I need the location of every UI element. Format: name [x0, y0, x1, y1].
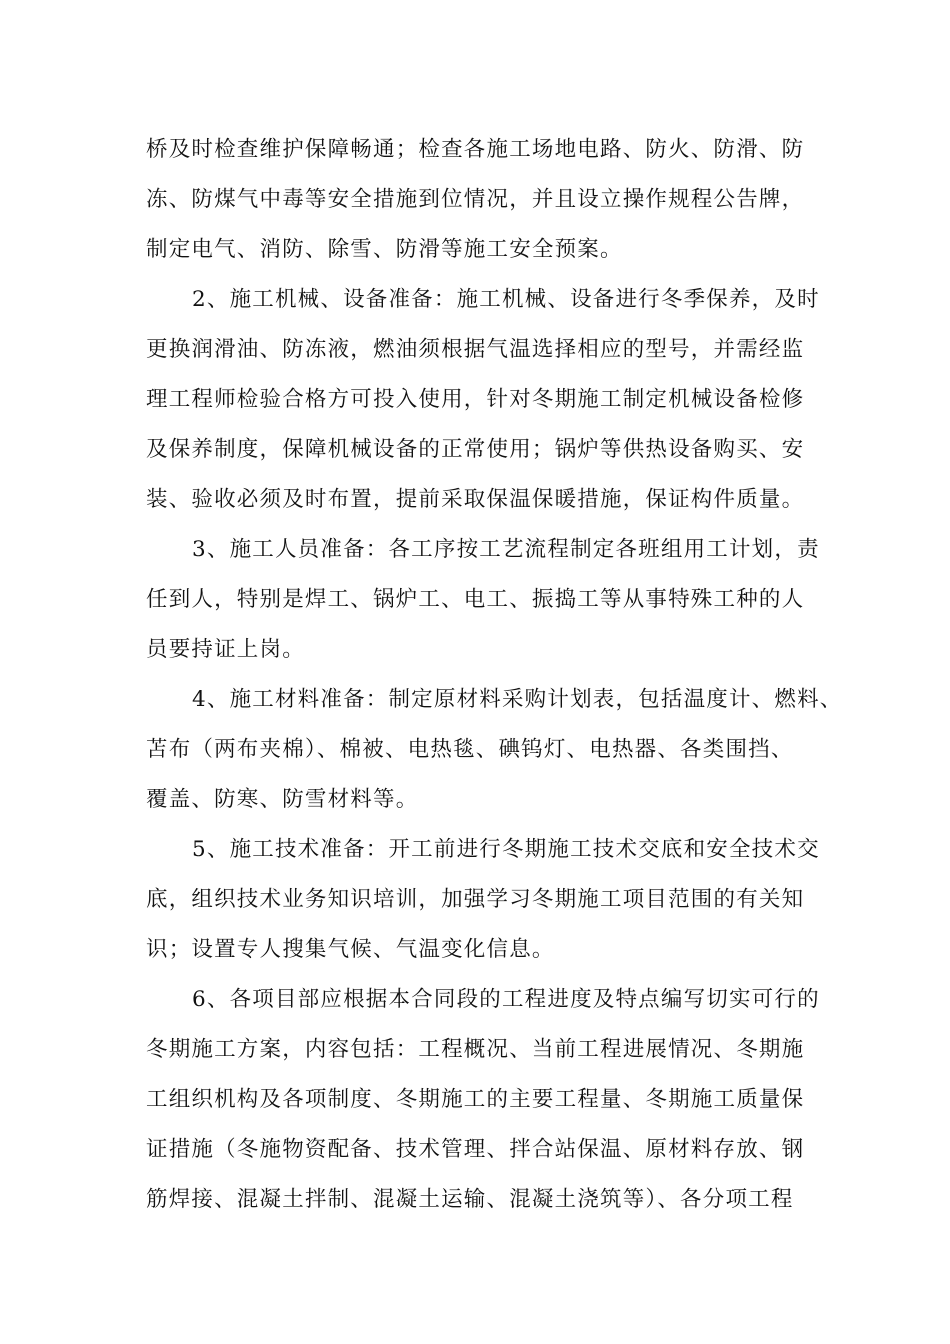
text-line: 桥及时检查维护保障畅通；检查各施工场地电路、防火、防滑、防 [146, 137, 805, 162]
text-line: 制定电气、消防、除雪、防滑等施工安全预案。 [146, 237, 623, 262]
text-line: 覆盖、防寒、防雪材料等。 [146, 787, 419, 812]
paragraph-personnel [146, 525, 820, 675]
text-line: 更换润滑油、防冻液，燃油须根据气温选择相应的型号，并需经监 [146, 337, 805, 362]
document-body [146, 125, 843, 1225]
text-line: 6、各项目部应根据本合同段的工程进度及特点编写切实可行的 [192, 987, 820, 1012]
text-line: 及保养制度，保障机械设备的正常使用；锅炉等供热设备购买、安 [146, 437, 805, 462]
paragraph-safety-continued [146, 125, 808, 275]
paragraph-construction-plan [146, 975, 820, 1225]
paragraph-machinery [146, 275, 820, 525]
paragraph-technical [146, 825, 820, 975]
text-line: 冻、防煤气中毒等安全措施到位情况，并且设立操作规程公告牌， [146, 187, 805, 212]
text-line: 2、施工机械、设备准备：施工机械、设备进行冬季保养，及时 [192, 287, 820, 312]
text-line: 冬期施工方案，内容包括：工程概况、当前工程进展情况、冬期施 [146, 1037, 805, 1062]
text-line: 工组织机构及各项制度、冬期施工的主要工程量、冬期施工质量保 [146, 1087, 805, 1112]
text-line: 证措施（冬施物资配备、技术管理、拌合站保温、原材料存放、钢 [146, 1137, 805, 1162]
text-line: 装、验收必须及时布置，提前采取保温保暖措施，保证构件质量。 [146, 487, 805, 512]
text-line: 苫布（两布夹棉）、棉被、电热毯、碘钨灯、电热器、各类围挡、 [146, 737, 794, 762]
text-line: 3、施工人员准备：各工序按工艺流程制定各班组用工计划，责 [192, 537, 820, 562]
text-line: 5、施工技术准备：开工前进行冬期施工技术交底和安全技术交 [192, 837, 820, 862]
paragraph-materials [146, 675, 843, 825]
text-line: 任到人，特别是焊工、锅炉工、电工、振捣工等从事特殊工种的人 [146, 587, 805, 612]
text-line: 识；设置专人搜集气候、气温变化信息。 [146, 937, 555, 962]
text-line: 筋焊接、混凝土拌制、混凝土运输、混凝土浇筑等）、各分项工程 [146, 1187, 794, 1212]
text-line: 底，组织技术业务知识培训，加强学习冬期施工项目范围的有关知 [146, 887, 805, 912]
text-line: 理工程师检验合格方可投入使用，针对冬期施工制定机械设备检修 [146, 387, 805, 412]
text-line: 员要持证上岗。 [146, 637, 305, 662]
text-line: 4、施工材料准备：制定原材料采购计划表，包括温度计、燃料、 [192, 687, 843, 712]
